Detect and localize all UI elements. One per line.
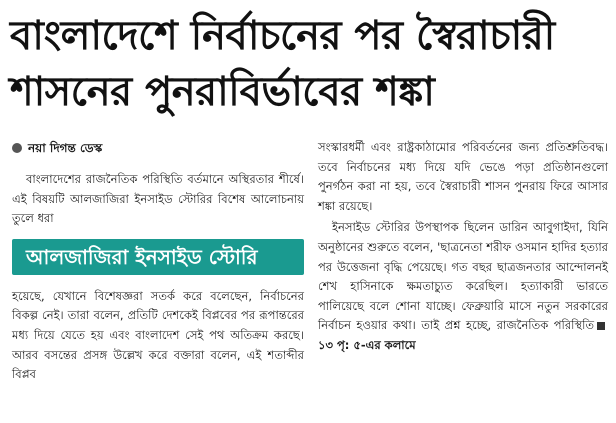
intro-paragraph: বাংলাদেশের রাজনৈতিক পরিস্থিতি বর্তমানে অস্থিরতার শীর্ষে। এই বিষয়টি আলজাজিরা ইনসাইড স্টোরির বিশেষ আলোচনায় তুলে ধরা bbox=[12, 172, 304, 226]
headline-line-2: শাসনের পুনরাবির্ভাবের শঙ্কা bbox=[10, 69, 435, 115]
bullet-icon bbox=[12, 143, 22, 153]
right-column bbox=[318, 138, 608, 356]
continuation-paragraph: হয়েছে, যেখানে বিশেষজ্ঞরা সতর্ক করে বলেছেন, নির্বাচনের বিকল্প নেই। তারা বলেন, প্রতিটি দেশকেই বিপ্লবের পর রূপান্তরের মধ্য দিয়ে যেতে হয় এবং বাংলাদেশ সেই পথ অতিক্রম করছে। আরব বসন্তের প্রসঙ্গ উল্লেখ করে বক্তারা বলেন, এই শতাব্দীর বিপ্লব bbox=[12, 288, 304, 382]
byline-text: নয়া দিগন্ত ডেস্ক bbox=[28, 141, 103, 155]
headline bbox=[10, 8, 610, 120]
right-paragraph-2 bbox=[318, 218, 608, 355]
right-paragraph-2-text: ইনসাইড স্টোরির উপস্থাপক ছিলেন ডারিন আবুগাইদা, যিনি অনুষ্ঠানের শুরুতে বলেন, 'ছাত্রনেতা শরীফ ওসমান হাদির হত্যার পর উত্তেজনা বৃদ্ধি পেয়েছে। গত বছর ছাত্রজনতার আন্দোলনই শেখ হাসিনাকে ক্ষমতাচ্যুত করেছিল। হত্যাকারী ভারতে পালিয়েছে বলে শোনা যাচ্ছে। ফেব্রুয়ারি মাসে নতুন সরকারের নির্বাচন হওয়ার কথা। তাই প্রশ্ন হচ্ছে, রাজনৈতিক পরিস্থিতি bbox=[318, 220, 608, 333]
right-paragraph-1: সংস্কারধর্মী এবং রাষ্ট্রকাঠামোর পরিবর্তনের জন্য প্রতিশ্রুতিবদ্ধ। তবে নির্বাচনের মধ্য দিয়ে যদি ভেঙে পড়া প্রতিষ্ঠানগুলো পুনর্গঠন করা না হয়, তবে স্বৈরাচারী শাসন পুনরায় ফিরে আসার শঙ্কা রয়েছে। bbox=[318, 140, 608, 213]
section-banner: আলজাজিরা ইনসাইড স্টোরি bbox=[12, 239, 304, 275]
byline bbox=[12, 138, 304, 158]
continued-reference: ১৩ পৃ: ৫-এর কলামে bbox=[318, 337, 416, 352]
headline-line-1: বাংলাদেশে নির্বাচনের পর স্বৈরাচারী bbox=[10, 13, 555, 59]
square-bullet-icon bbox=[597, 322, 605, 330]
left-column bbox=[12, 138, 304, 385]
